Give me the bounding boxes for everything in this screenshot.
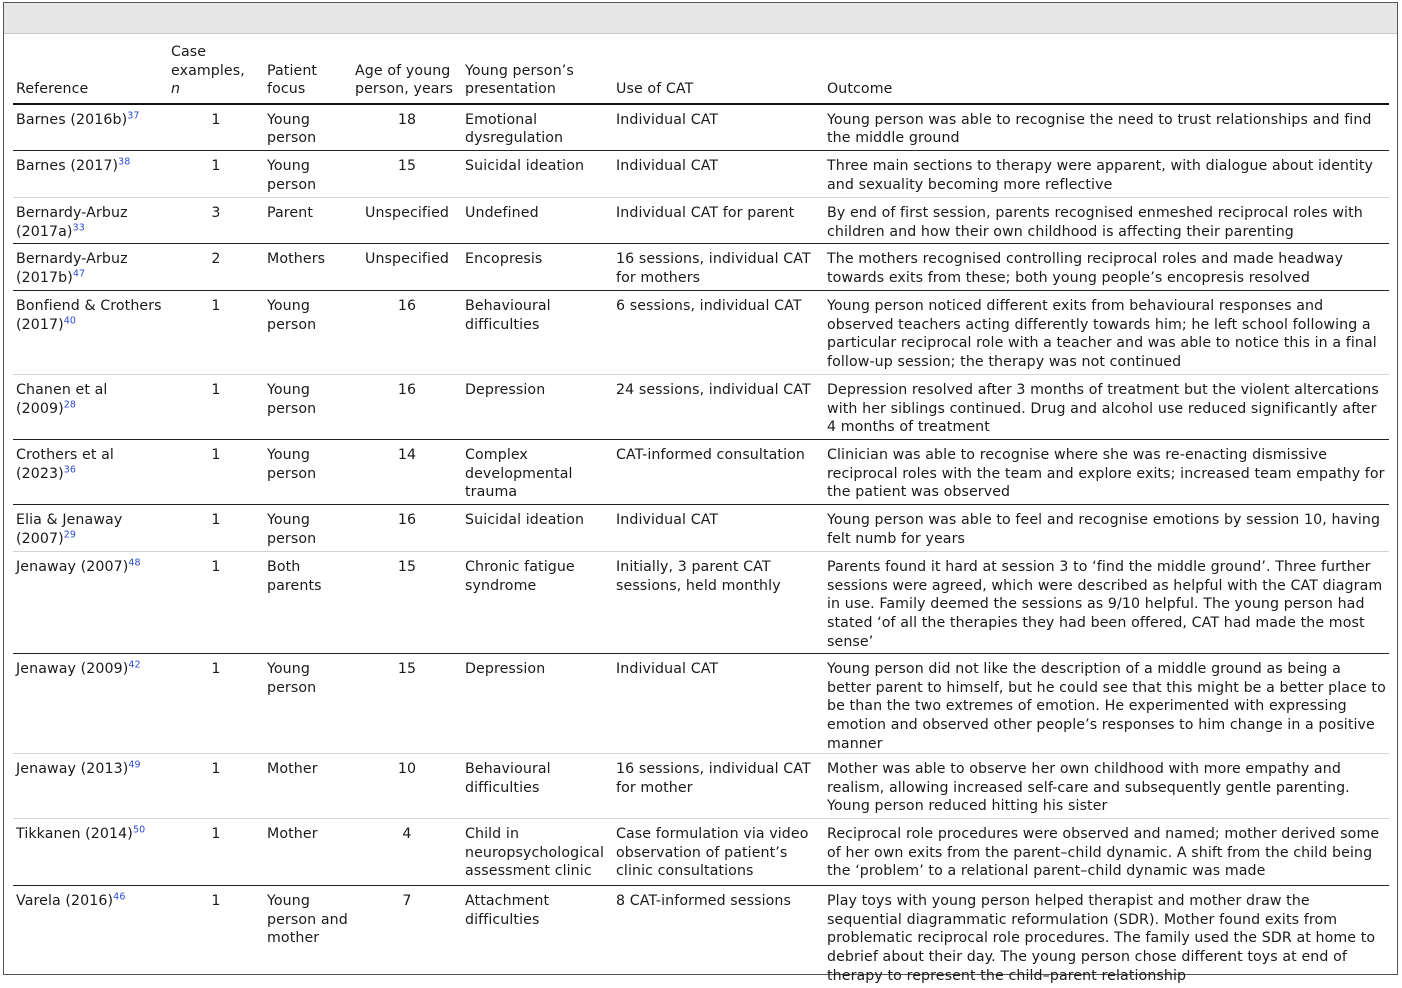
table-row — [13, 552, 1389, 654]
cell-outcome: Three main sections to therapy were apparent, with dialogue about identity and sexuality becoming more reflective — [824, 151, 1389, 198]
citation-link[interactable]: 42 — [128, 659, 141, 671]
header-reference: Reference — [13, 41, 168, 104]
table-row — [13, 151, 1389, 198]
cell-patient-focus: Mother — [264, 754, 352, 819]
citation-link[interactable]: 37 — [127, 110, 140, 122]
cell-outcome: Mother was able to observe her own childhood with more empathy and realism, allowing increased self-care and subsequently gentle parenting. Young person reduced hitting his sister — [824, 754, 1389, 819]
citation-link[interactable]: 33 — [72, 222, 85, 234]
header-age: Age of young person, years — [352, 41, 462, 104]
cell-outcome: By end of first session, parents recognised enmeshed reciprocal roles with children and how their own childhood is affecting their parenting — [824, 198, 1389, 244]
reference-text: Crothers et al (2023) — [16, 447, 114, 482]
header-presentation: Young person’s presentation — [462, 41, 613, 104]
cell-use-of-cat: 6 sessions, individual CAT — [613, 291, 824, 375]
cell-use-of-cat: 16 sessions, individual CAT for mother — [613, 754, 824, 819]
document-frame — [3, 2, 1398, 984]
cell-case-count: 2 — [168, 244, 264, 291]
cell-age: Unspecified — [352, 244, 462, 291]
cell-presentation: Suicidal ideation — [462, 505, 613, 552]
table-row — [13, 654, 1389, 754]
cell-age: 15 — [352, 654, 462, 754]
cell-age: Unspecified — [352, 198, 462, 244]
cell-age: 18 — [352, 104, 462, 151]
cell-presentation: Undefined — [462, 198, 613, 244]
cell-use-of-cat: Individual CAT for parent — [613, 198, 824, 244]
cell-age: 16 — [352, 505, 462, 552]
reference-text: Jenaway (2013) — [16, 761, 129, 778]
table-row — [13, 819, 1389, 886]
cell-reference — [13, 819, 168, 886]
cell-use-of-cat: Individual CAT — [613, 505, 824, 552]
table-row — [13, 440, 1389, 505]
cell-presentation: Behavioural difficulties — [462, 754, 613, 819]
cell-presentation: Depression — [462, 654, 613, 754]
cell-use-of-cat: 16 sessions, individual CAT for mothers — [613, 244, 824, 291]
header-case-examples-label: Case examples, — [171, 44, 245, 79]
cell-reference — [13, 505, 168, 552]
cell-outcome: Reciprocal role procedures were observed and named; mother derived some of her own exits from the parent–child dynamic. A shift from the child being the ‘problem’ to a relational parent–child dynamic was made — [824, 819, 1389, 886]
cell-presentation: Encopresis — [462, 244, 613, 291]
reference-text: Jenaway (2007) — [16, 559, 129, 576]
cell-patient-focus: Young person — [264, 505, 352, 552]
citation-link[interactable]: 36 — [63, 464, 77, 476]
cell-use-of-cat: Individual CAT — [613, 654, 824, 754]
cell-presentation: Attachment difficulties — [465, 893, 550, 928]
cell-patient-focus: Young person — [264, 375, 352, 440]
cell-case-count: 1 — [168, 819, 264, 886]
cell-reference — [13, 375, 168, 440]
cell-presentation: Emotional dysregulation — [462, 104, 613, 151]
table-row — [13, 244, 1389, 291]
cell-patient-focus: Young person and mother — [267, 893, 348, 947]
cell-case-count: 1 — [168, 552, 264, 654]
cell-case-count: 1 — [168, 291, 264, 375]
table-row — [13, 104, 1389, 151]
citation-link[interactable]: 49 — [128, 759, 141, 771]
table-row — [13, 886, 1389, 988]
reference-text: Chanen et al (2009) — [16, 382, 108, 417]
cell-case-count: 1 — [168, 104, 264, 151]
reference-text: Bernardy-Arbuz (2017b) — [16, 251, 128, 286]
cell-use-of-cat: 8 CAT-informed sessions — [616, 893, 791, 910]
cell-outcome: Young person noticed different exits from behavioural responses and observed teachers acting differently towards him; he left school following a particular reciprocal role with a teacher and was able to notice this in a final follow-up session; the therapy was not continued — [824, 291, 1389, 375]
header-case-examples — [168, 41, 264, 104]
cell-patient-focus: Mother — [264, 819, 352, 886]
cell-patient-focus: Parent — [264, 198, 352, 244]
cell-use-of-cat: Individual CAT — [613, 104, 824, 151]
cell-age: 7 — [402, 893, 412, 910]
citation-link[interactable]: 38 — [118, 156, 131, 168]
header-use-of-cat: Use of CAT — [613, 41, 824, 104]
table-row — [13, 198, 1389, 244]
cell-case-count: 1 — [168, 440, 264, 505]
cell-use-of-cat: Individual CAT — [613, 151, 824, 198]
cell-patient-focus: Young person — [264, 440, 352, 505]
cell-use-of-cat: 24 sessions, individual CAT — [613, 375, 824, 440]
cell-case-count: 1 — [168, 375, 264, 440]
reference-text: Tikkanen (2014) — [16, 826, 133, 843]
cell-reference — [13, 440, 168, 505]
cell-reference — [13, 754, 168, 819]
cell-case-count: 1 — [168, 505, 264, 552]
citation-link[interactable]: 46 — [113, 891, 126, 903]
cell-age: 10 — [352, 754, 462, 819]
cell-patient-focus: Young person — [264, 151, 352, 198]
cell-patient-focus: Mothers — [264, 244, 352, 291]
reference-text: Bernardy-Arbuz (2017a) — [16, 205, 128, 240]
cell-presentation: Complex developmental trauma — [462, 440, 613, 505]
citation-link[interactable]: 29 — [63, 529, 77, 541]
cell-case-count: 1 — [168, 654, 264, 754]
citation-link[interactable]: 50 — [132, 824, 146, 836]
cell-use-of-cat: Initially, 3 parent CAT sessions, held monthly — [613, 552, 824, 654]
cell-age: 15 — [352, 151, 462, 198]
cell-patient-focus: Young person — [264, 291, 352, 375]
viewer-top-bar — [4, 3, 1397, 34]
cell-case-count: 1 — [211, 893, 221, 910]
table-row — [13, 291, 1389, 375]
reference-text: Varela (2016) — [16, 893, 114, 910]
cell-age: 16 — [352, 291, 462, 375]
cell-outcome: Parents found it hard at session 3 to ‘find the middle ground’. Three further sessions were agreed, which were described as helpful with the CAT diagram in use. Family deemed the sessions as 9/10 helpful. The young person had stated ‘of all the therapies they had been offered, CAT had made the most sense’ — [824, 552, 1389, 654]
cell-age: 14 — [352, 440, 462, 505]
cell-outcome: The mothers recognised controlling reciprocal roles and made headway towards exits from these; both young people’s encopresis resolved — [824, 244, 1389, 291]
cell-presentation: Depression — [462, 375, 613, 440]
cell-presentation: Behavioural difficulties — [462, 291, 613, 375]
cell-reference — [13, 151, 168, 198]
cell-outcome: Young person did not like the description of a middle ground as being a better parent to himself, but he could see that this might be a better place to be than the two extremes of emotion. He experimented with expressing emotion and observed other people’s responses to him change in a positive manner — [824, 654, 1389, 754]
cell-outcome: Young person was able to feel and recognise emotions by session 10, having felt numb for years — [824, 505, 1389, 552]
citation-link[interactable]: 48 — [128, 557, 141, 569]
cell-outcome: Clinician was able to recognise where she was re-enacting dismissive reciprocal roles with the team and explore exits; increased team empathy for the patient was observed — [824, 440, 1389, 505]
cell-outcome: Play toys with young person helped therapist and mother draw the sequential diagrammatic reformulation (SDR). Mother found exits from problematic reciprocal role procedures. The family used the SDR at home to debrief about their day. The young person chose different toys at end of therapy to represent the child–parent relationship — [827, 893, 1376, 984]
cell-age: 15 — [352, 552, 462, 654]
reference-text: Jenaway (2009) — [16, 661, 129, 678]
cell-reference — [13, 886, 168, 988]
cell-reference — [13, 198, 168, 244]
reference-text: Barnes (2017) — [16, 158, 119, 175]
table-row — [13, 505, 1389, 552]
cell-outcome: Young person was able to recognise the need to trust relationships and find the middle ground — [824, 104, 1389, 151]
cell-patient-focus: Young person — [264, 104, 352, 151]
cell-reference — [13, 291, 168, 375]
cell-patient-focus: Young person — [264, 654, 352, 754]
cell-case-count: 3 — [168, 198, 264, 244]
cell-presentation: Suicidal ideation — [462, 151, 613, 198]
table-row — [13, 754, 1389, 819]
reference-text: Barnes (2016b) — [16, 111, 128, 128]
cell-presentation: Chronic fatigue syndrome — [462, 552, 613, 654]
citation-link[interactable]: 40 — [63, 315, 77, 327]
citation-link[interactable]: 47 — [72, 268, 86, 280]
citation-link[interactable]: 28 — [63, 399, 77, 411]
case-examples-table — [13, 41, 1389, 988]
cell-age: 16 — [352, 375, 462, 440]
header-outcome: Outcome — [824, 41, 1389, 104]
cell-patient-focus: Both parents — [264, 552, 352, 654]
table-header-row — [13, 41, 1389, 104]
cell-case-count: 1 — [168, 151, 264, 198]
cell-use-of-cat: Case formulation via video observation of patient’s clinic consultations — [613, 819, 824, 886]
reference-text: Bonfiend & Crothers (2017) — [16, 298, 162, 333]
cell-use-of-cat: CAT-informed consultation — [613, 440, 824, 505]
header-case-examples-n: n — [171, 81, 181, 98]
cell-reference — [13, 244, 168, 291]
cell-outcome: Depression resolved after 3 months of treatment but the violent altercations with her siblings continued. Drug and alcohol use reduced significantly after 4 months of treatment — [824, 375, 1389, 440]
cell-age: 4 — [352, 819, 462, 886]
header-patient-focus: Patient focus — [264, 41, 352, 104]
cell-reference — [13, 104, 168, 151]
cell-reference — [13, 654, 168, 754]
table-row — [13, 375, 1389, 440]
cell-reference — [13, 552, 168, 654]
cell-presentation: Child in neuropsychological assessment clinic — [462, 819, 613, 886]
reference-text: Elia & Jenaway (2007) — [16, 512, 123, 547]
cell-case-count: 1 — [168, 754, 264, 819]
